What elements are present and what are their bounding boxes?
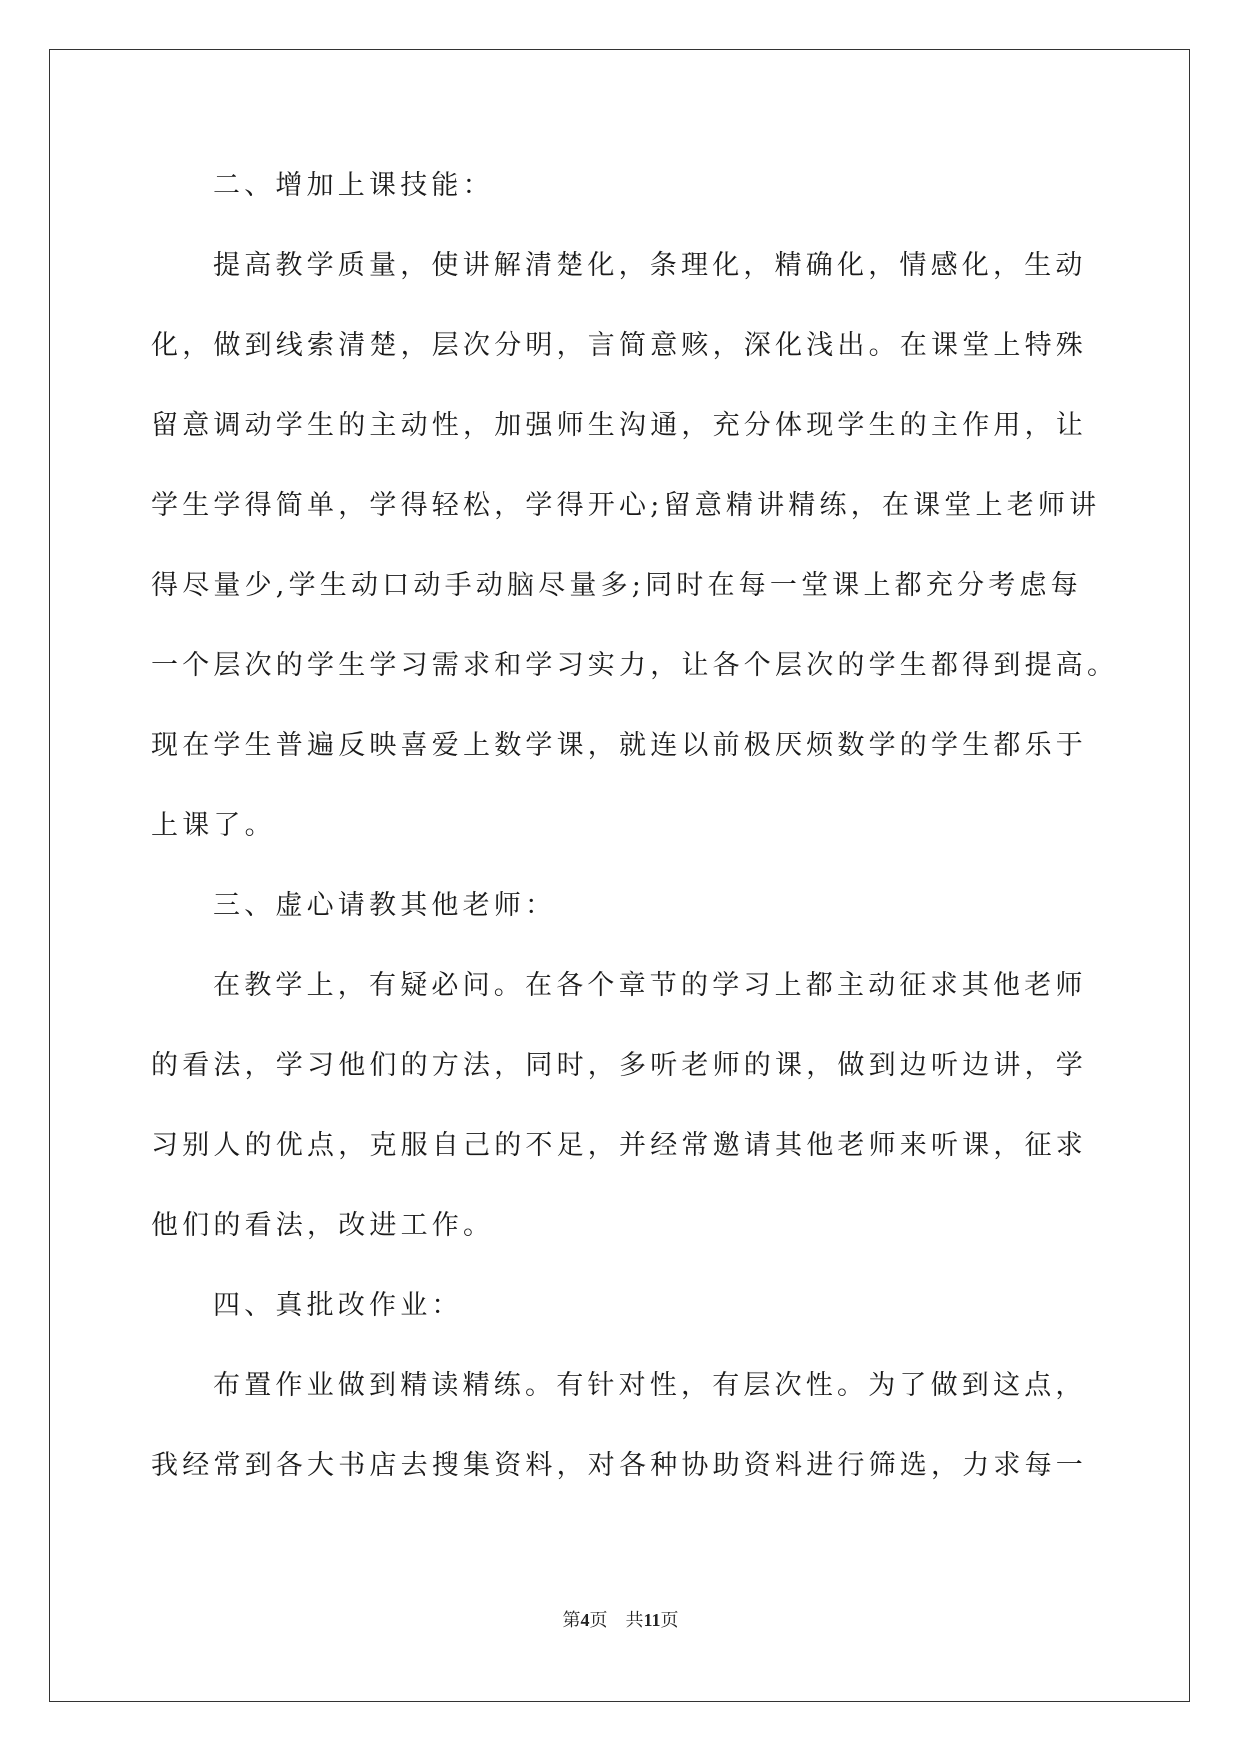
paragraph-line: 上课了。 <box>151 810 276 841</box>
paragraph-line: 在教学上，有疑必问。在各个章节的学习上都主动征求其他老师 <box>213 970 1087 1001</box>
paragraph-line: 的看法，学习他们的方法，同时，多听老师的课，做到边听边讲，学 <box>151 1050 1087 1081</box>
paragraph-line: 我经常到各大书店去搜集资料，对各种协助资料进行筛选，力求每一 <box>151 1450 1087 1481</box>
paragraph-line: 提高教学质量，使讲解清楚化，条理化，精确化，情感化，生动 <box>213 250 1087 281</box>
footer-total-prefix: 共 <box>625 1610 644 1630</box>
footer-page-number: 4 <box>580 1610 590 1630</box>
paragraph-line: 一个层次的学生学习需求和学习实力，让各个层次的学生都得到提高。 <box>151 650 1119 681</box>
footer-prefix: 第 <box>562 1610 581 1630</box>
footer-total-suffix: 页 <box>660 1610 679 1630</box>
footer-page-suffix: 页 <box>589 1610 608 1630</box>
paragraph-line: 得尽量少,学生动口动手动脑尽量多;同时在每一堂课上都充分考虑每 <box>151 570 1082 601</box>
footer-total-pages: 11 <box>643 1610 661 1630</box>
paragraph-line: 布置作业做到精读精练。有针对性，有层次性。为了做到这点， <box>213 1370 1087 1401</box>
heading-section-3: 三、虚心请教其他老师： <box>213 890 557 921</box>
paragraph-line: 现在学生普遍反映喜爱上数学课，就连以前极厌烦数学的学生都乐于 <box>151 730 1087 761</box>
paragraph-line: 习别人的优点，克服自己的不足，并经常邀请其他老师来听课，征求 <box>151 1130 1087 1161</box>
paragraph-line: 化，做到线索清楚，层次分明，言简意赅，深化浅出。在课堂上特殊 <box>151 330 1087 361</box>
heading-section-2: 二、增加上课技能： <box>213 170 494 201</box>
paragraph-line: 留意调动学生的主动性，加强师生沟通，充分体现学生的主作用，让 <box>151 410 1087 441</box>
heading-section-4: 四、真批改作业： <box>213 1290 463 1321</box>
page-footer <box>0 1608 1241 1632</box>
paragraph-line: 他们的看法，改进工作。 <box>151 1210 495 1241</box>
paragraph-line: 学生学得简单，学得轻松，学得开心;留意精讲精练，在课堂上老师讲 <box>151 490 1101 521</box>
